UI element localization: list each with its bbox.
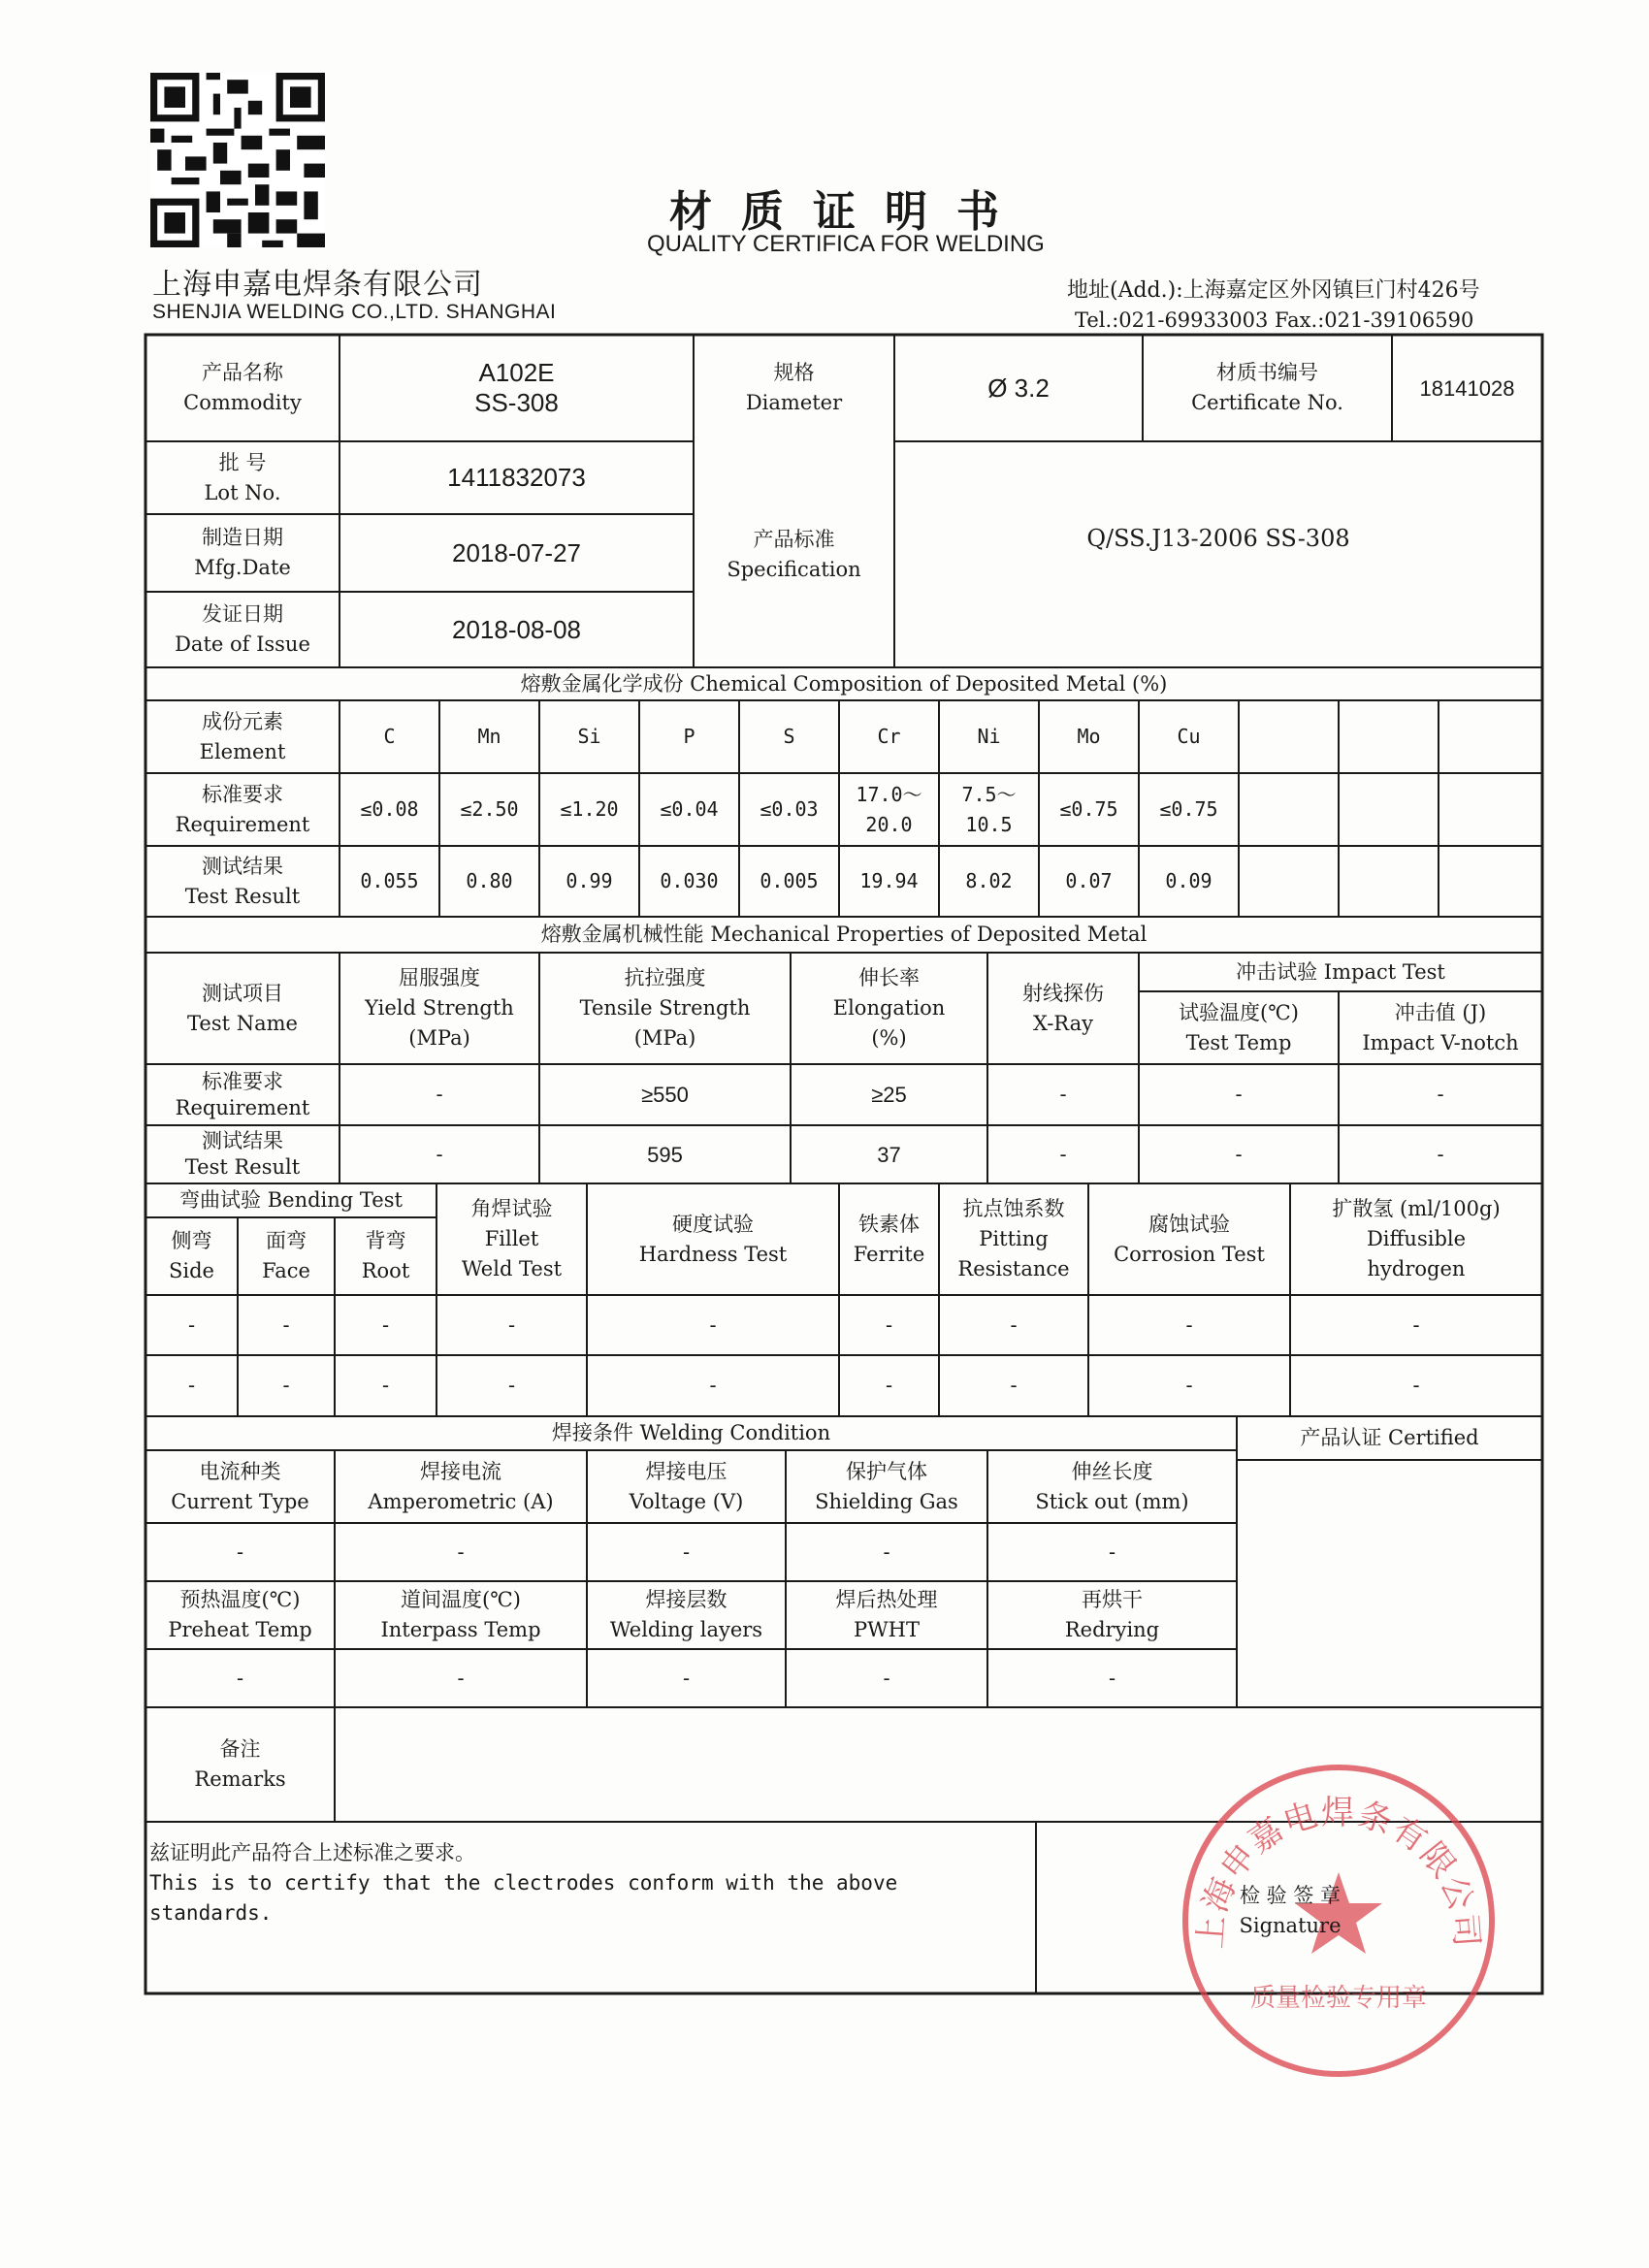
chem-result-value-s: 0.005	[760, 869, 819, 892]
face-bend-label-cn: 面弯	[266, 1229, 307, 1252]
ferrite-label-en: Ferrite	[853, 1242, 925, 1266]
chem-requirement-value-c: ≤0.08	[360, 797, 419, 821]
result-label-cn: 测试结果	[202, 854, 283, 878]
lot-no-value: 1411832073	[447, 463, 586, 492]
requirement-label-en: Requirement	[175, 812, 310, 836]
preheat-label-cn: 预热温度(℃)	[179, 1588, 301, 1611]
face-bend-label	[238, 1217, 335, 1295]
chem-requirement-value-si: ≤1.20	[560, 797, 619, 821]
other-test-value: -	[507, 1312, 516, 1337]
pwht-label	[786, 1581, 987, 1649]
other-test-value: -	[1412, 1312, 1420, 1337]
certify-text-cn: 兹证明此产品符合上述标准之要求。	[149, 1841, 475, 1864]
other-test-value: -	[1010, 1312, 1018, 1337]
elongation-label	[791, 953, 987, 1064]
impact-temp-label-en: Test Temp	[1185, 1030, 1292, 1054]
current-type-label-en: Current Type	[171, 1489, 309, 1513]
issue-date-label-cn: 发证日期	[202, 602, 283, 626]
welding-value: -	[682, 1666, 691, 1690]
chem-row-label-result	[146, 846, 340, 917]
chem-result-value-p: 0.030	[660, 869, 719, 892]
other-test-value: -	[282, 1374, 290, 1397]
issue-date-label-en: Date of Issue	[175, 632, 310, 656]
chem-row-label-element	[146, 700, 340, 773]
remarks-label	[146, 1707, 335, 1822]
other-test-value: -	[1010, 1374, 1018, 1397]
impact-value-label	[1339, 991, 1542, 1064]
welding-value: -	[457, 1539, 465, 1564]
certificate-no-value: 18141028	[1419, 375, 1515, 401]
pitting-label-en2: Resistance	[957, 1257, 1070, 1280]
stick-out-label-cn: 伸丝长度	[1071, 1459, 1153, 1483]
pwht-label-cn: 焊后热处理	[835, 1588, 938, 1611]
stick-out-label	[987, 1450, 1237, 1523]
signature-label-cn: 检 验 签 章	[1239, 1884, 1342, 1907]
certificate-no-label	[1143, 335, 1392, 441]
xray-label-cn: 射线探伤	[1022, 981, 1104, 1005]
bending-test-heading: 弯曲试验 Bending Test	[179, 1188, 403, 1212]
redrying-label-en: Redrying	[1064, 1618, 1160, 1641]
company-name-en: SHENJIA WELDING CO.,LTD. SHANGHAI	[152, 301, 557, 323]
req-impact-temp: -	[1235, 1083, 1243, 1106]
hydrogen-label-en2: hydrogen	[1367, 1257, 1466, 1280]
side-bend-label	[146, 1217, 238, 1295]
chem-element-mn: Mn	[477, 725, 501, 748]
hardness-label-cn: 硬度试验	[672, 1212, 754, 1236]
pitting-resistance-label	[939, 1183, 1088, 1295]
hydrogen-label-cn: 扩散氢 (ml/100g)	[1332, 1197, 1501, 1220]
other-test-value: -	[507, 1374, 516, 1397]
company-address: 地址(Add.):上海嘉定区外冈镇巨门村426号	[1067, 278, 1480, 303]
res-elongation: 37	[877, 1142, 901, 1167]
amperage-label-en: Amperometric (A)	[368, 1489, 554, 1513]
mech-requirement-label-en: Requirement	[175, 1095, 310, 1119]
mech-requirement-label-cn: 标准要求	[202, 1069, 283, 1093]
certify-text-en2: standards.	[149, 1901, 273, 1925]
chem-requirement-value-mn: ≤2.50	[460, 797, 519, 821]
tensile-label-unit: (MPa)	[633, 1026, 696, 1050]
shielding-gas-label-en: Shielding Gas	[815, 1489, 958, 1513]
other-test-value: -	[885, 1312, 893, 1337]
issue-date-label	[146, 592, 340, 667]
other-test-value: -	[381, 1374, 390, 1397]
welding-value: -	[883, 1666, 890, 1690]
yield-strength-label	[340, 953, 539, 1064]
res-tensile: 595	[647, 1142, 683, 1167]
lot-no-label-en: Lot No.	[204, 480, 281, 504]
corrosion-label-en: Corrosion Test	[1114, 1242, 1265, 1266]
redrying-label	[987, 1581, 1237, 1649]
company-contact: Tel.:021-69933003 Fax.:021-39106590	[1075, 308, 1474, 332]
chem-result-value-ni: 8.02	[965, 869, 1013, 892]
chem-element-cr: Cr	[877, 725, 901, 748]
commodity-value	[340, 335, 694, 441]
ferrite-label-cn: 铁素体	[858, 1212, 920, 1236]
amperage-label-cn: 焊接电流	[420, 1459, 501, 1483]
welding-value: -	[236, 1539, 244, 1564]
ferrite-label	[839, 1183, 939, 1295]
diameter-label-cn: 规格	[773, 361, 815, 384]
mech-result-label-en: Test Result	[184, 1155, 301, 1179]
interpass-label	[335, 1581, 587, 1649]
stamp-arc-text: 上海申嘉电焊条有限公司	[1191, 1794, 1486, 1951]
tensile-strength-label	[539, 953, 791, 1064]
chem-element-p: P	[683, 725, 695, 748]
remarks-label-en: Remarks	[194, 1767, 286, 1791]
mech-heading: 熔敷金属机械性能 Mechanical Properties of Deposited Metal	[540, 923, 1148, 946]
test-name-label-cn: 测试项目	[202, 981, 283, 1005]
welding-value: -	[1108, 1539, 1116, 1564]
other-test-value: -	[381, 1312, 390, 1337]
elongation-label-cn: 伸长率	[858, 966, 920, 989]
diffusible-hydrogen-label	[1290, 1183, 1542, 1295]
layers-label-cn: 焊接层数	[645, 1588, 728, 1611]
hydrogen-label-en1: Diffusible	[1366, 1227, 1467, 1250]
fillet-weld-label	[436, 1183, 587, 1295]
chem-requirement-value-s: ≤0.03	[760, 797, 819, 821]
fillet-label-en1: Fillet	[484, 1227, 539, 1250]
certification-statement	[146, 1838, 1018, 1955]
root-bend-label-cn: 背弯	[365, 1229, 406, 1252]
welding-value: -	[457, 1666, 465, 1690]
root-bend-label	[335, 1217, 436, 1295]
other-test-value: -	[709, 1374, 717, 1397]
fillet-label-cn: 角焊试验	[470, 1197, 553, 1220]
hardness-test-label	[587, 1183, 839, 1295]
root-bend-label-en: Root	[361, 1259, 410, 1282]
shielding-gas-label-cn: 保护气体	[846, 1459, 927, 1483]
certified-heading: 产品认证 Certified	[1300, 1426, 1479, 1449]
other-test-value: -	[187, 1312, 196, 1337]
chem-element-mo: Mo	[1077, 725, 1101, 748]
pwht-label-en: PWHT	[853, 1618, 921, 1641]
other-test-value: -	[187, 1374, 196, 1397]
welding-value: -	[236, 1666, 244, 1690]
other-test-value: -	[1412, 1374, 1420, 1397]
impact-temp-label	[1139, 991, 1339, 1064]
chem-element-s: S	[783, 725, 795, 748]
hardness-label-en: Hardness Test	[638, 1242, 788, 1266]
certify-text-en1: This is to certify that the clectrodes conform with the above	[149, 1871, 898, 1895]
mfg-date-value: 2018-07-27	[452, 537, 581, 567]
chem-result-value-si: 0.99	[566, 869, 613, 892]
chem-requirement-value-cr: 17.0～ 20.0	[856, 782, 922, 836]
commodity-label	[146, 335, 340, 441]
element-label-en: Element	[199, 739, 286, 763]
req-xray: -	[1059, 1083, 1067, 1106]
chem-requirement-value-p: ≤0.04	[660, 797, 719, 821]
pitting-label-cn: 抗点蚀系数	[962, 1197, 1065, 1220]
chem-element-c: C	[383, 725, 396, 748]
voltage-label-en: Voltage (V)	[629, 1489, 744, 1513]
redrying-label-cn: 再烘干	[1082, 1588, 1143, 1611]
mech-requirement-label	[146, 1064, 340, 1125]
page-title: 材质证明书	[669, 187, 1028, 237]
welding-value: -	[1108, 1666, 1116, 1690]
signature-label-en: Signature	[1239, 1914, 1342, 1937]
voltage-label-cn: 焊接电压	[645, 1459, 728, 1483]
res-impact-value: -	[1437, 1142, 1444, 1166]
stick-out-label-en: Stick out (mm)	[1035, 1489, 1189, 1513]
req-elongation: ≥25	[871, 1083, 907, 1107]
specification-label-en: Specification	[727, 557, 861, 581]
corrosion-test-label	[1088, 1183, 1290, 1295]
pitting-label-en1: Pitting	[979, 1227, 1049, 1250]
mfg-date-label-en: Mfg.Date	[194, 556, 291, 579]
elongation-label-unit: (%)	[871, 1026, 907, 1050]
chem-heading: 熔敷金属化学成份 Chemical Composition of Deposited Metal (%)	[520, 671, 1168, 696]
chem-requirement-value-mo: ≤0.75	[1059, 797, 1118, 821]
tensile-label-cn: 抗拉强度	[624, 966, 706, 989]
diameter-label-en: Diameter	[745, 391, 843, 414]
other-test-value: -	[1185, 1374, 1193, 1397]
fillet-label-en2: Weld Test	[461, 1257, 563, 1280]
yield-label-en: Yield Strength	[365, 996, 514, 1020]
mfg-date-label-cn: 制造日期	[202, 526, 283, 549]
test-name-label-en: Test Name	[187, 1011, 298, 1035]
interpass-label-en: Interpass Temp	[380, 1618, 541, 1641]
welding-value: -	[682, 1539, 691, 1564]
stamp-sub-text: 质量检验专用章	[1249, 1984, 1428, 2013]
req-yield: -	[436, 1083, 443, 1106]
welding-layers-label	[587, 1581, 786, 1649]
result-label-en: Test Result	[184, 884, 301, 908]
voltage-label	[587, 1450, 786, 1523]
commodity-value-1: A102E	[478, 358, 555, 387]
company-name-cn: 上海申嘉电焊条有限公司	[152, 268, 483, 302]
impact-test-heading: 冲击试验 Impact Test	[1236, 959, 1445, 984]
other-test-value: -	[709, 1312, 717, 1337]
tensile-label-en: Tensile Strength	[579, 996, 751, 1020]
chem-requirement-value-ni: 7.5～ 10.5	[961, 782, 1017, 836]
commodity-label-en: Commodity	[183, 391, 302, 414]
side-bend-label-cn: 侧弯	[171, 1229, 212, 1252]
other-test-value: -	[1185, 1312, 1193, 1337]
yield-label-unit: (MPa)	[408, 1026, 470, 1050]
issue-date-value: 2018-08-08	[452, 614, 581, 644]
amperage-label	[335, 1450, 587, 1523]
element-label-cn: 成份元素	[202, 709, 283, 733]
chem-requirement-value-cu: ≤0.75	[1159, 797, 1218, 821]
diameter-label	[694, 335, 894, 441]
chem-result-value-cu: 0.09	[1165, 869, 1212, 892]
res-yield: -	[436, 1142, 443, 1166]
face-bend-label-en: Face	[262, 1259, 310, 1282]
other-test-value: -	[282, 1312, 290, 1337]
yield-label-cn: 屈服强度	[399, 966, 480, 989]
req-impact-value: -	[1437, 1083, 1444, 1106]
req-tensile: ≥550	[641, 1083, 689, 1107]
mech-result-label-cn: 测试结果	[202, 1129, 283, 1152]
chem-result-value-mo: 0.07	[1065, 869, 1113, 892]
corrosion-label-cn: 腐蚀试验	[1148, 1212, 1230, 1236]
side-bend-label-en: Side	[169, 1259, 214, 1282]
impact-value-label-cn: 冲击值 (J)	[1394, 1000, 1487, 1024]
lot-no-label-cn: 批 号	[218, 450, 267, 474]
other-test-value: -	[885, 1374, 893, 1397]
specification-value: Q/SS.J13-2006 SS-308	[1086, 524, 1350, 552]
mfg-date-label	[146, 514, 340, 592]
chem-element-cu: Cu	[1177, 725, 1201, 748]
chem-row-label-requirement	[146, 773, 340, 846]
shielding-gas-label	[786, 1450, 987, 1523]
commodity-value-2: SS-308	[474, 388, 559, 417]
impact-value-label-en: Impact V-notch	[1362, 1030, 1519, 1054]
current-type-label-cn: 电流种类	[199, 1459, 281, 1483]
welding-value: -	[883, 1539, 890, 1564]
preheat-label	[146, 1581, 335, 1649]
elongation-label-en: Elongation	[832, 996, 946, 1020]
chem-result-value-mn: 0.80	[466, 869, 513, 892]
res-impact-temp: -	[1235, 1142, 1243, 1166]
interpass-label-cn: 道间温度(℃)	[401, 1588, 521, 1611]
certificate-no-label-cn: 材质书编号	[1216, 361, 1318, 384]
chem-element-ni: Ni	[977, 725, 1001, 748]
page-title-en: QUALITY CERTIFICA FOR WELDING	[647, 231, 1045, 257]
requirement-label-cn: 标准要求	[202, 782, 283, 806]
xray-label-en: X-Ray	[1033, 1011, 1093, 1035]
specification-label	[694, 441, 894, 667]
chem-element-si: Si	[577, 725, 601, 748]
test-name-label	[146, 953, 340, 1064]
commodity-label-cn: 产品名称	[202, 361, 283, 384]
lot-no-label	[146, 441, 340, 514]
specification-label-cn: 产品标准	[753, 527, 835, 551]
signature-label	[1164, 1867, 1416, 1955]
xray-label	[987, 953, 1139, 1064]
res-xray: -	[1059, 1142, 1067, 1166]
welding-condition-heading: 焊接条件 Welding Condition	[551, 1421, 831, 1444]
layers-label-en: Welding layers	[609, 1618, 763, 1641]
mech-result-label	[146, 1125, 340, 1183]
chem-result-value-c: 0.055	[360, 869, 419, 892]
diameter-value: Ø 3.2	[987, 373, 1050, 403]
remarks-label-cn: 备注	[219, 1737, 261, 1761]
current-type-label	[146, 1450, 335, 1523]
chem-result-value-cr: 19.94	[859, 869, 919, 892]
impact-temp-label-cn: 试验温度(℃)	[1179, 1000, 1299, 1024]
certificate-no-label-en: Certificate No.	[1191, 391, 1343, 414]
preheat-label-en: Preheat Temp	[168, 1618, 312, 1641]
